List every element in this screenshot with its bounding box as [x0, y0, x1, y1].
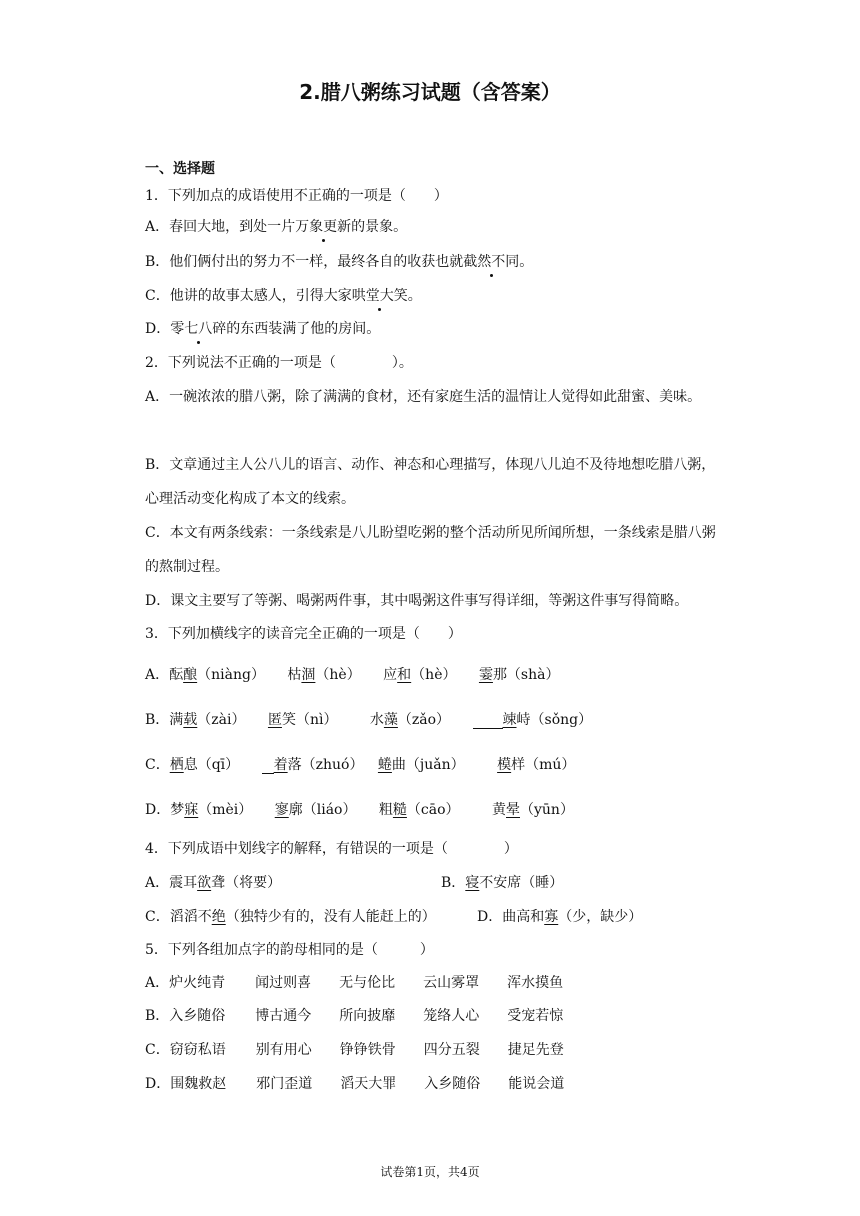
q1-d-text: D．: [145, 321, 171, 337]
page-footer: 试卷第1页，共4页: [380, 1165, 480, 1179]
q1-a-emphasis: 万象更新: [295, 219, 352, 235]
q3-option-a: A．酝酿（niàng） 枯涸（hè） 应和（hè） 霎那（shà）: [145, 667, 560, 683]
q1-b-text: B．他们俩付出的努力不一样，最终各自的收获也就: [145, 254, 464, 270]
q2-option-c: C．本文有两条线索：一条线索是八儿盼望吃粥的整个活动所见所闻所想，一条线索是腊八粥的熬制过程。: [145, 525, 716, 575]
q3-option-d: D．梦寐（mèi） 寥廓（liáo） 粗糙（cāo） 黄晕（yūn）: [145, 802, 574, 818]
q1-c-text-end: 。: [407, 288, 422, 304]
page-title: 2.腊八粥练习试题（含答案）: [299, 80, 561, 104]
underline-blank: [473, 714, 503, 729]
q5-stem: 5．下列各组加点字的韵母相同的是（ ）: [145, 942, 434, 958]
q2-option-b: B．文章通过主人公八儿的语言、动作、神态和心理描写，体现八儿迫不及待地想吃腊八粥，心理活动变化构成了本文的线索。: [145, 457, 716, 507]
q5-option-d: D．围魏救赵 邪门歪道 滔天大罪 入乡随俗 能说会道: [145, 1076, 565, 1092]
q4-option-c: C．滔滔不绝（独特少有的，没有人能赶上的）: [145, 909, 436, 925]
section-heading: 一、选择题: [145, 161, 215, 177]
q1-c-emphasis: 哄堂大笑: [351, 288, 408, 304]
q4-option-d: D．曲高和寡（少，缺少）: [477, 909, 643, 925]
q3-option-c: C．栖息（qī） 着落（zhuó） 蜷曲（juǎn） 模样（mú）: [145, 757, 576, 773]
q2-option-a: A．一碗浓浓的腊八粥，除了满满的食材，还有家庭生活的温情让人觉得如此甜蜜、美味。: [145, 389, 702, 405]
q2-stem: 2．下列说法不正确的一项是（ ）。: [145, 355, 413, 371]
q1-option-b: [145, 253, 533, 271]
q2-option-d: D．课文主要写了等粥、喝粥两件事，其中喝粥这件事写得详细，等粥这件事写得简略。: [145, 593, 689, 609]
q1-a-text-end: 的景象。: [351, 219, 408, 235]
q1-c-text: C．他讲的故事太感人，引得大家: [145, 288, 352, 304]
q1-d-emphasis: 零七八碎: [170, 321, 227, 337]
q4-stem: 4．下列成语中划线字的解释，有错误的一项是（ ）: [145, 841, 518, 857]
q5-option-c: C．窃窃私语 别有用心 铮铮铁骨 四分五裂 捷足先登: [145, 1042, 564, 1058]
underline-blank: [262, 759, 274, 774]
q4-option-a: A．震耳欲聋（将要）: [145, 875, 282, 891]
q4-option-b: B．寝不安席（睡）: [441, 875, 564, 891]
q1-d-text-end: 的东西装满了他的房间。: [226, 321, 381, 337]
q3-stem: 3．下列加横线字的读音完全正确的一项是（ ）: [145, 626, 462, 642]
q5-option-a: A．炉火纯青 闻过则喜 无与伦比 云山雾罩 浑水摸鱼: [145, 975, 564, 991]
q1-b-text-end: 。: [519, 254, 534, 270]
q5-option-b: B．入乡随俗 博古通今 所向披靡 笼络人心 受宠若惊: [145, 1008, 564, 1024]
q3-option-b: B．满载（zài） 匿笑（nì） 水藻（zǎo） 竦峙（sǒng）: [145, 712, 593, 728]
q1-option-a: [145, 218, 407, 236]
q1-stem: 1．下列加点的成语使用不正确的一项是（ ）: [145, 188, 448, 204]
q1-b-emphasis: 截然不同: [463, 254, 520, 270]
q1-a-text: A．春回大地，到处一片: [145, 219, 296, 235]
q1-option-c: [145, 287, 422, 305]
q1-option-d: [145, 320, 380, 338]
